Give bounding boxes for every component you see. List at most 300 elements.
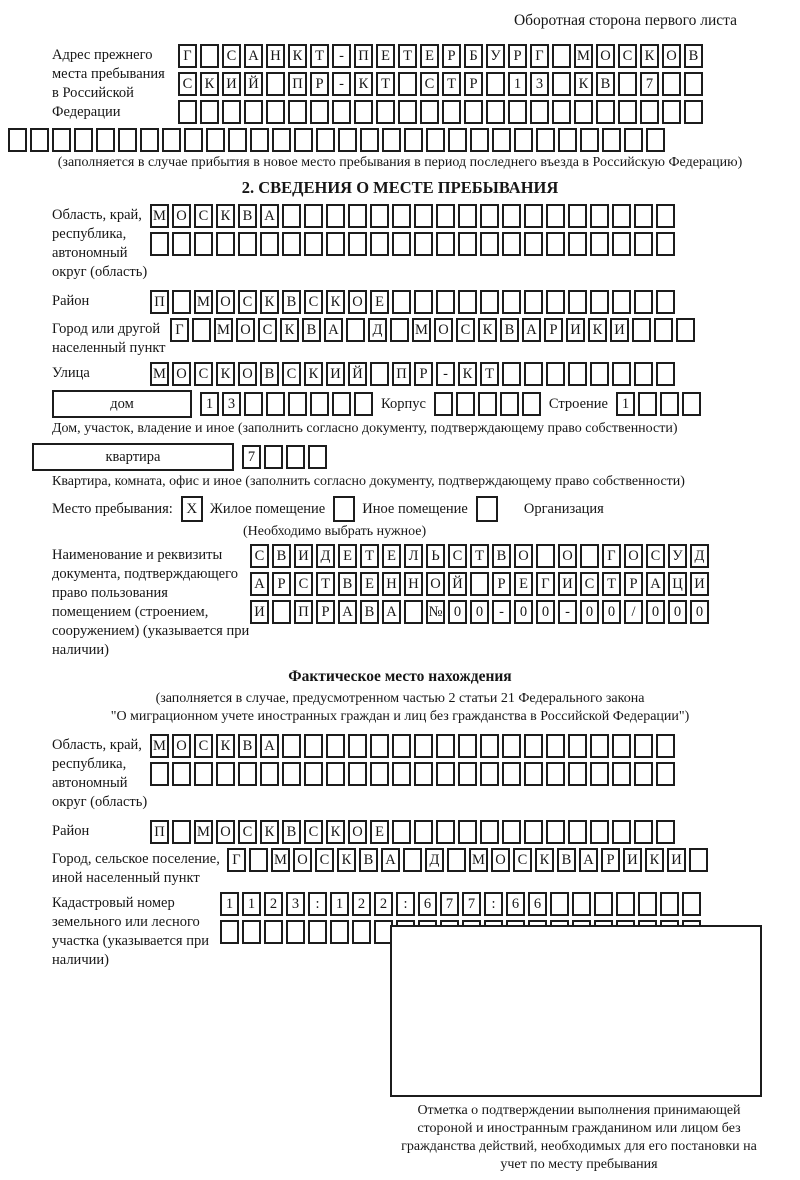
char-cell xyxy=(150,232,169,256)
char-cell xyxy=(500,392,519,416)
char-cell: С xyxy=(304,290,323,314)
char-cell xyxy=(590,362,609,386)
char-cell: П xyxy=(392,362,411,386)
prev-address-caption: (заполняется в случае прибытия в новое место пребывания в период последнего въезда в Российскую Федерацию) xyxy=(57,155,743,170)
char-cell: В xyxy=(260,362,279,386)
char-cell xyxy=(420,100,439,124)
char-cell xyxy=(370,232,389,256)
char-cell xyxy=(162,128,181,152)
prev-address-line3 xyxy=(178,100,703,124)
char-cell xyxy=(392,820,411,844)
char-cell: С xyxy=(420,72,439,96)
char-cell: Н xyxy=(404,572,423,596)
char-cell xyxy=(458,232,477,256)
char-cell xyxy=(404,600,423,624)
char-cell: 2 xyxy=(352,892,371,916)
apartment-caption: Квартира, комната, офис и иное (заполнить согласно документу, подтверждающему право собственности) xyxy=(52,474,685,489)
char-cell: С xyxy=(250,544,269,568)
char-cell: О xyxy=(216,820,235,844)
actual-district-label: Район xyxy=(52,823,90,839)
char-cell: 6 xyxy=(418,892,437,916)
street-label: Улица xyxy=(52,365,90,381)
cadastral-label: Кадастровый номер земельного или лесного участка (указывается при наличии) xyxy=(52,895,209,968)
char-cell: К xyxy=(326,820,345,844)
char-cell xyxy=(524,362,543,386)
char-cell: 7 xyxy=(440,892,459,916)
char-cell xyxy=(502,204,521,228)
char-cell xyxy=(216,232,235,256)
char-cell xyxy=(244,100,263,124)
char-cell xyxy=(502,290,521,314)
char-cell xyxy=(184,128,203,152)
char-cell: - xyxy=(436,362,455,386)
char-cell xyxy=(536,128,555,152)
char-cell: 0 xyxy=(514,600,533,624)
char-cell xyxy=(354,392,373,416)
char-cell: О xyxy=(236,318,255,342)
stroenie-cells xyxy=(616,392,701,416)
section2-title: 2. СВЕДЕНИЯ О МЕСТЕ ПРЕБЫВАНИЯ xyxy=(241,178,559,197)
apartment-label: квартира xyxy=(105,448,161,465)
char-cell xyxy=(464,100,483,124)
char-cell xyxy=(294,128,313,152)
char-cell: 3 xyxy=(530,72,549,96)
city-label: Город или другой населенный пункт xyxy=(52,321,166,356)
char-cell xyxy=(590,290,609,314)
char-cell xyxy=(403,848,422,872)
actual-region-label: Область, край, республика, автономный округ (область) xyxy=(52,737,148,810)
char-cell: О xyxy=(348,290,367,314)
char-cell: М xyxy=(412,318,431,342)
char-cell: Н xyxy=(382,572,401,596)
char-cell xyxy=(260,762,279,786)
char-cell xyxy=(480,734,499,758)
char-cell: И xyxy=(250,600,269,624)
char-cell: Т xyxy=(442,72,461,96)
char-cell xyxy=(612,290,631,314)
char-cell xyxy=(546,734,565,758)
char-cell xyxy=(662,72,681,96)
ownership-doc-field xyxy=(8,544,792,660)
char-cell: 0 xyxy=(668,600,687,624)
char-cell: Е xyxy=(370,820,389,844)
stroenie-label: Строение xyxy=(548,395,608,412)
char-cell xyxy=(580,544,599,568)
char-cell xyxy=(238,232,257,256)
char-cell: А xyxy=(260,204,279,228)
char-cell: С xyxy=(513,848,532,872)
char-cell xyxy=(552,100,571,124)
char-cell xyxy=(612,232,631,256)
char-cell xyxy=(502,362,521,386)
char-cell xyxy=(514,128,533,152)
char-cell: Т xyxy=(602,572,621,596)
korpus-label: Корпус xyxy=(381,395,426,412)
char-cell xyxy=(618,100,637,124)
korpus-cells xyxy=(434,392,541,416)
char-cell: Р xyxy=(508,44,527,68)
char-cell: О xyxy=(596,44,615,68)
char-cell: М xyxy=(194,820,213,844)
char-cell xyxy=(288,392,307,416)
char-cell: О xyxy=(426,572,445,596)
char-cell: Б xyxy=(464,44,483,68)
city-line1 xyxy=(170,318,695,342)
char-cell xyxy=(546,204,565,228)
stay-type-row xyxy=(52,496,792,522)
char-cell xyxy=(392,734,411,758)
char-cell: С xyxy=(618,44,637,68)
ownership-doc-label: Наименование и реквизиты документа, подтверждающего право пользования помещением (строением, сооружением) (указывается при наличии) xyxy=(52,547,250,658)
char-cell xyxy=(634,204,653,228)
char-cell xyxy=(392,204,411,228)
char-cell: О xyxy=(434,318,453,342)
char-cell: 1 xyxy=(242,892,261,916)
char-cell: - xyxy=(332,44,351,68)
char-cell xyxy=(486,100,505,124)
char-cell xyxy=(286,445,305,469)
char-cell xyxy=(150,762,169,786)
char-cell: 1 xyxy=(330,892,349,916)
char-cell: С xyxy=(194,362,213,386)
char-cell xyxy=(634,734,653,758)
char-cell xyxy=(304,734,323,758)
char-cell: С xyxy=(282,362,301,386)
char-cell xyxy=(326,232,345,256)
char-cell: Е xyxy=(376,44,395,68)
char-cell: К xyxy=(458,362,477,386)
char-cell xyxy=(192,318,211,342)
char-cell xyxy=(580,128,599,152)
char-cell xyxy=(304,762,323,786)
char-cell: С xyxy=(448,544,467,568)
char-cell xyxy=(436,762,455,786)
char-cell xyxy=(222,100,241,124)
char-cell xyxy=(260,232,279,256)
char-cell: С xyxy=(646,544,665,568)
ownership-doc-line1 xyxy=(250,544,709,568)
char-cell xyxy=(370,762,389,786)
char-cell: Г xyxy=(536,572,555,596)
char-cell: И xyxy=(294,544,313,568)
char-cell: 0 xyxy=(690,600,709,624)
char-cell xyxy=(612,734,631,758)
char-cell xyxy=(656,820,675,844)
char-cell: 7 xyxy=(242,445,261,469)
char-cell xyxy=(370,734,389,758)
char-cell xyxy=(458,820,477,844)
char-cell: - xyxy=(558,600,577,624)
char-cell xyxy=(568,290,587,314)
char-cell xyxy=(634,820,653,844)
char-cell: В xyxy=(360,600,379,624)
stay-type-label: Место пребывания: xyxy=(52,500,173,517)
char-cell: С xyxy=(304,820,323,844)
char-cell: В xyxy=(492,544,511,568)
char-cell xyxy=(332,100,351,124)
char-cell xyxy=(172,820,191,844)
street-field xyxy=(8,362,792,386)
char-cell xyxy=(689,848,708,872)
char-cell xyxy=(656,204,675,228)
char-cell: В xyxy=(684,44,703,68)
stamp-area xyxy=(390,925,768,1174)
char-cell xyxy=(536,544,555,568)
char-cell xyxy=(96,128,115,152)
stamp-caption: Отметка о подтверждении выполнения принимающей стороной и иностранным гражданином или лицом без гражданства действий, необходимых для его постановки на учет по месту пребывания xyxy=(401,1103,757,1172)
char-cell xyxy=(590,232,609,256)
city-field xyxy=(8,318,792,358)
char-cell: А xyxy=(579,848,598,872)
char-cell: 2 xyxy=(374,892,393,916)
char-cell xyxy=(249,848,268,872)
char-cell xyxy=(634,762,653,786)
char-cell xyxy=(470,572,489,596)
char-cell: К xyxy=(645,848,664,872)
char-cell xyxy=(682,392,701,416)
char-cell: С xyxy=(456,318,475,342)
char-cell xyxy=(206,128,225,152)
char-cell: 6 xyxy=(528,892,547,916)
char-cell xyxy=(480,204,499,228)
char-cell: О xyxy=(172,734,191,758)
char-cell: Т xyxy=(360,544,379,568)
char-cell xyxy=(326,762,345,786)
char-cell xyxy=(656,290,675,314)
char-cell: М xyxy=(469,848,488,872)
char-cell: Т xyxy=(480,362,499,386)
char-cell xyxy=(310,392,329,416)
char-cell: 7 xyxy=(462,892,481,916)
char-cell: О xyxy=(216,290,235,314)
char-cell: М xyxy=(150,362,169,386)
char-cell: Е xyxy=(338,544,357,568)
char-cell: Т xyxy=(376,72,395,96)
char-cell xyxy=(286,920,305,944)
char-cell xyxy=(638,392,657,416)
char-cell xyxy=(392,762,411,786)
char-cell: А xyxy=(324,318,343,342)
char-cell: В xyxy=(359,848,378,872)
char-cell: К xyxy=(216,734,235,758)
char-cell: К xyxy=(354,72,373,96)
char-cell xyxy=(272,128,291,152)
apartment-label-box xyxy=(32,443,234,471)
char-cell: К xyxy=(588,318,607,342)
actual-region-grid xyxy=(150,734,675,786)
char-cell: П xyxy=(288,72,307,96)
char-cell: П xyxy=(150,290,169,314)
char-cell: М xyxy=(214,318,233,342)
char-cell xyxy=(612,762,631,786)
char-cell: А xyxy=(646,572,665,596)
char-cell xyxy=(522,392,541,416)
char-cell: В xyxy=(282,820,301,844)
char-cell: : xyxy=(484,892,503,916)
house-row xyxy=(52,390,792,418)
district-line1 xyxy=(150,290,675,314)
char-cell: А xyxy=(522,318,541,342)
char-cell: П xyxy=(354,44,373,68)
char-cell xyxy=(656,362,675,386)
char-cell: Г xyxy=(178,44,197,68)
char-cell: С xyxy=(238,290,257,314)
char-cell: К xyxy=(288,44,307,68)
char-cell: К xyxy=(260,820,279,844)
char-cell: - xyxy=(332,72,351,96)
actual-city-line1 xyxy=(227,848,708,872)
char-cell: К xyxy=(200,72,219,96)
region-field xyxy=(8,204,792,282)
char-cell: И xyxy=(623,848,642,872)
char-cell xyxy=(568,734,587,758)
char-cell: О xyxy=(293,848,312,872)
char-cell xyxy=(502,762,521,786)
char-cell xyxy=(288,100,307,124)
char-cell: Г xyxy=(227,848,246,872)
char-cell xyxy=(220,920,239,944)
char-cell: К xyxy=(216,362,235,386)
char-cell: М xyxy=(150,734,169,758)
char-cell: Й xyxy=(244,72,263,96)
char-cell: В xyxy=(302,318,321,342)
char-cell xyxy=(316,128,335,152)
char-cell xyxy=(596,100,615,124)
char-cell: Н xyxy=(266,44,285,68)
char-cell xyxy=(524,232,543,256)
char-cell xyxy=(654,318,673,342)
char-cell: Р xyxy=(316,600,335,624)
char-cell xyxy=(436,734,455,758)
char-cell: О xyxy=(662,44,681,68)
char-cell: 6 xyxy=(506,892,525,916)
char-cell xyxy=(456,392,475,416)
char-cell: Й xyxy=(448,572,467,596)
char-cell xyxy=(266,100,285,124)
char-cell xyxy=(352,920,371,944)
page-side-note: Оборотная сторона первого листа xyxy=(513,12,737,29)
char-cell xyxy=(266,392,285,416)
char-cell xyxy=(480,232,499,256)
char-cell xyxy=(178,100,197,124)
char-cell: Й xyxy=(348,362,367,386)
char-cell: 2 xyxy=(264,892,283,916)
char-cell: Е xyxy=(382,544,401,568)
char-cell xyxy=(354,100,373,124)
char-cell xyxy=(448,128,467,152)
char-cell xyxy=(458,734,477,758)
char-cell: В xyxy=(238,204,257,228)
char-cell xyxy=(660,892,679,916)
char-cell xyxy=(326,734,345,758)
char-cell: В xyxy=(238,734,257,758)
char-cell: О xyxy=(238,362,257,386)
char-cell xyxy=(634,290,653,314)
actual-city-field xyxy=(8,848,792,888)
char-cell xyxy=(308,920,327,944)
char-cell: И xyxy=(690,572,709,596)
char-cell: К xyxy=(260,290,279,314)
char-cell xyxy=(590,762,609,786)
char-cell: Р xyxy=(464,72,483,96)
char-cell xyxy=(216,762,235,786)
char-cell: Т xyxy=(316,572,335,596)
char-cell xyxy=(414,820,433,844)
char-cell xyxy=(74,128,93,152)
char-cell: 0 xyxy=(536,600,555,624)
char-cell xyxy=(480,820,499,844)
char-cell xyxy=(426,128,445,152)
actual-region-line2 xyxy=(150,762,675,786)
actual-location-title: Фактическое место нахождения xyxy=(288,668,512,685)
char-cell xyxy=(238,762,257,786)
char-cell: С xyxy=(222,44,241,68)
char-cell xyxy=(414,762,433,786)
ownership-doc-grid xyxy=(250,544,709,624)
char-cell: Т xyxy=(398,44,417,68)
char-cell: С xyxy=(580,572,599,596)
char-cell: 3 xyxy=(222,392,241,416)
char-cell xyxy=(266,72,285,96)
char-cell xyxy=(618,72,637,96)
prev-address-line1 xyxy=(178,44,703,68)
char-cell: О xyxy=(491,848,510,872)
char-cell: Т xyxy=(310,44,329,68)
char-cell: С xyxy=(315,848,334,872)
char-cell: Г xyxy=(602,544,621,568)
char-cell xyxy=(436,204,455,228)
char-cell: Е xyxy=(420,44,439,68)
char-cell xyxy=(228,128,247,152)
region-line2 xyxy=(150,232,675,256)
char-cell xyxy=(282,734,301,758)
char-cell: 0 xyxy=(580,600,599,624)
prev-address-line2 xyxy=(178,72,703,96)
char-cell: А xyxy=(382,600,401,624)
char-cell: И xyxy=(558,572,577,596)
char-cell xyxy=(612,820,631,844)
char-cell xyxy=(634,232,653,256)
char-cell xyxy=(632,318,651,342)
char-cell: С xyxy=(194,734,213,758)
char-cell: Р xyxy=(414,362,433,386)
char-cell xyxy=(172,762,191,786)
char-cell xyxy=(602,128,621,152)
prev-address-line4 xyxy=(8,128,792,152)
char-cell xyxy=(348,232,367,256)
char-cell xyxy=(348,762,367,786)
char-cell: - xyxy=(492,600,511,624)
char-cell: А xyxy=(260,734,279,758)
char-cell xyxy=(118,128,137,152)
region-line1 xyxy=(150,204,675,228)
char-cell xyxy=(612,362,631,386)
char-cell: Р xyxy=(492,572,511,596)
char-cell: Д xyxy=(690,544,709,568)
option-residential-label: Жилое помещение xyxy=(209,500,326,517)
char-cell: П xyxy=(294,600,313,624)
apartment-cells xyxy=(242,445,327,469)
char-cell xyxy=(390,318,409,342)
char-cell xyxy=(282,762,301,786)
char-cell xyxy=(348,204,367,228)
char-cell xyxy=(242,920,261,944)
char-cell xyxy=(392,232,411,256)
char-cell xyxy=(8,128,27,152)
char-cell xyxy=(436,232,455,256)
char-cell xyxy=(524,204,543,228)
char-cell xyxy=(634,362,653,386)
